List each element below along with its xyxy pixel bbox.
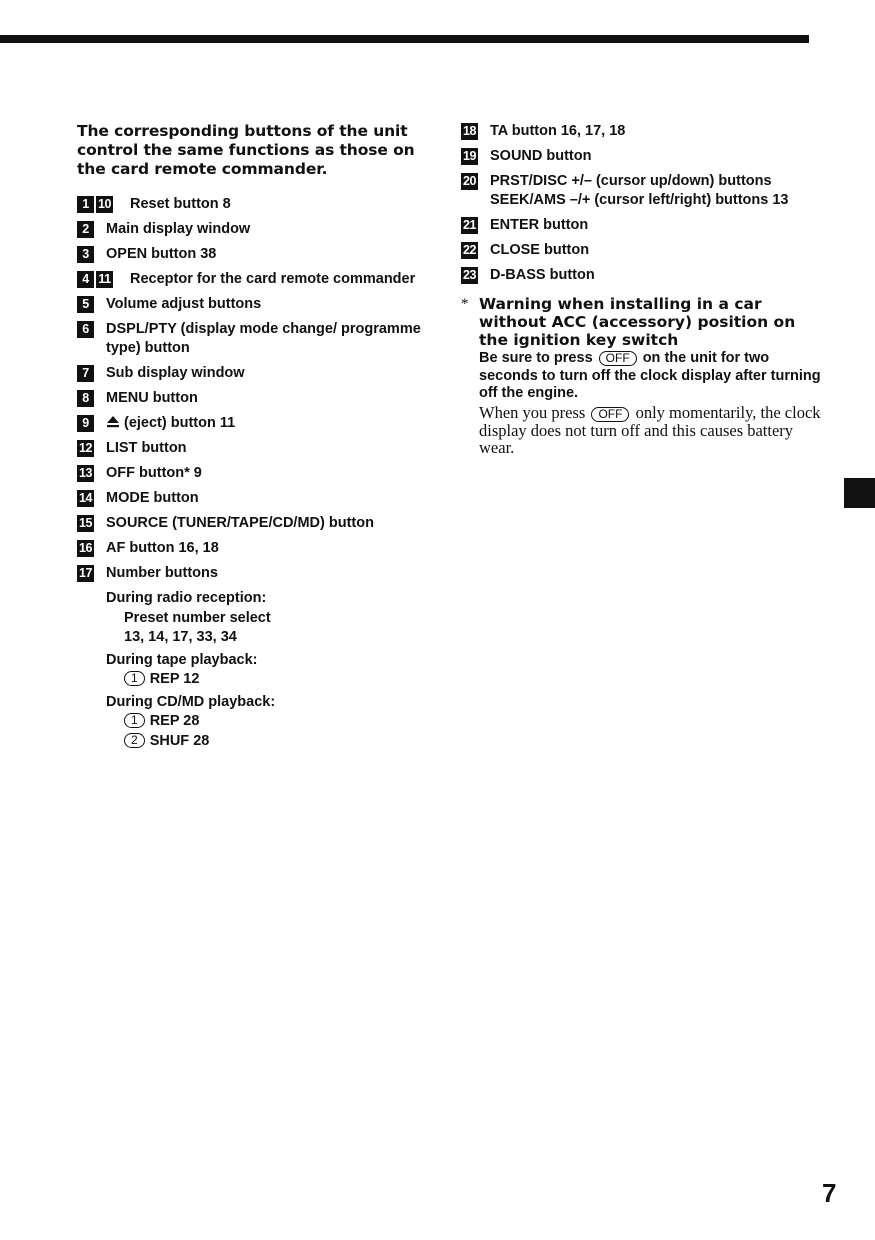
item-number-badges — [77, 465, 94, 482]
item-number-badge: 15 — [77, 515, 94, 532]
item-number-badge: 10 — [96, 196, 113, 213]
list-item — [77, 539, 427, 558]
item-label: Volume adjust buttons — [106, 296, 262, 312]
tape-playback-heading: During tape playback: — [106, 651, 258, 668]
cdmd-shuf-label: SHUF 28 — [149, 732, 210, 749]
item-number-badge: 14 — [77, 490, 94, 507]
warning-body — [479, 404, 821, 457]
left-column — [77, 122, 427, 751]
radio-reception-pages: 13, 14, 17, 33, 34 — [124, 629, 237, 645]
list-item — [77, 514, 427, 533]
item-number-badges — [77, 515, 94, 532]
list-item — [77, 464, 427, 483]
list-item — [461, 216, 821, 235]
item-number-badge: 22 — [461, 242, 478, 259]
item-number-badge: 1 — [77, 196, 94, 213]
item-label: Sub display window — [106, 365, 245, 381]
off-key-icon: OFF — [599, 351, 637, 366]
item-number-badge: 20 — [461, 173, 478, 190]
list-item — [461, 266, 821, 285]
right-parts-list — [461, 122, 821, 285]
item-number-badges — [77, 440, 94, 457]
item-label: SOUND button — [490, 148, 592, 164]
item-number-badge: 7 — [77, 365, 94, 382]
warning-title: Warning when installing in a car without ACC (accessory) position on the ignition key switch — [479, 295, 796, 349]
item-label: ENTER button — [490, 217, 589, 233]
list-item — [77, 195, 427, 214]
item-label: CLOSE button — [490, 242, 590, 258]
item-number-badge: 18 — [461, 123, 478, 140]
item-number-badges — [461, 173, 478, 190]
item-number-badges — [77, 321, 94, 338]
key-1-icon: 1 — [124, 671, 145, 686]
item-number-badges — [77, 415, 94, 432]
warning-instruction-post: on the unit for two seconds to turn off the clock display after turning off the engine. — [479, 350, 821, 401]
item-number-badge: 3 — [77, 246, 94, 263]
item-label: TA button 16, 17, 18 — [490, 123, 626, 139]
item-label: Reset button 8 — [130, 196, 231, 212]
intro-text: The corresponding buttons of the unit control the same functions as those on the card remote commander. — [77, 122, 415, 178]
item-label: SOURCE (TUNER/TAPE/CD/MD) button — [106, 515, 374, 531]
section-tab-marker — [844, 478, 875, 508]
item-number-badge: 9 — [77, 415, 94, 432]
list-item — [461, 172, 821, 210]
item-number-badge: 4 — [77, 271, 94, 288]
radio-reception-line: Preset number select — [124, 609, 271, 626]
list-item — [77, 270, 427, 289]
cdmd-playback-heading: During CD/MD playback: — [106, 693, 276, 710]
list-item — [77, 439, 427, 458]
item-label: LIST button — [106, 440, 187, 456]
eject-icon — [106, 415, 120, 428]
item-number-badge: 16 — [77, 540, 94, 557]
item-number-badges — [77, 296, 94, 313]
list-item — [77, 295, 427, 314]
item-number-badges — [77, 246, 94, 263]
item-number-badges — [77, 365, 94, 382]
item-label: Main display window — [106, 221, 251, 237]
item-label: DSPL/PTY (display mode change/ programme type) button — [106, 321, 421, 356]
item-label: MENU button — [106, 390, 198, 406]
cdmd-rep-line — [77, 712, 427, 732]
item-number-badges — [77, 540, 94, 557]
key-2-icon: 2 — [124, 733, 145, 748]
item-number-badges — [461, 123, 478, 140]
list-item — [77, 389, 427, 408]
top-rule — [0, 35, 809, 43]
item-number-badge: 6 — [77, 321, 94, 338]
item-number-badges — [77, 271, 113, 288]
footnote-marker: * — [461, 296, 469, 312]
list-item — [461, 122, 821, 141]
left-parts-list — [77, 195, 427, 583]
item-number-badges — [461, 242, 478, 259]
cdmd-shuf-line — [77, 732, 427, 752]
item-label: D-BASS button — [490, 267, 595, 283]
list-item — [77, 564, 427, 583]
item-label: AF button 16, 18 — [106, 540, 219, 556]
cdmd-rep-label: REP 28 — [149, 713, 200, 729]
item-number-badges — [77, 390, 94, 407]
item-number-badge: 19 — [461, 148, 478, 165]
warning-instruction-pre: Be sure to press — [479, 350, 593, 366]
list-item — [77, 489, 427, 508]
item-number-badges — [461, 148, 478, 165]
item-number-badge: 2 — [77, 221, 94, 238]
item-label: OPEN button 38 — [106, 246, 217, 262]
tape-rep-line — [77, 670, 427, 690]
list-item — [77, 245, 427, 264]
item-number-badge: 12 — [77, 440, 94, 457]
right-column — [461, 122, 821, 457]
page-number: 7 — [822, 1178, 837, 1208]
list-item — [77, 414, 427, 433]
item-label: OFF button* 9 — [106, 465, 202, 481]
item-number-badge: 8 — [77, 390, 94, 407]
radio-reception-heading: During radio reception: — [106, 590, 267, 606]
list-item — [77, 364, 427, 383]
item-number-badges — [77, 196, 113, 213]
warning-instruction — [479, 350, 821, 403]
warning-body-post: only momentarily, the clock display does not turn off and this causes battery wear. — [479, 402, 821, 457]
warning-body-pre: When you press — [479, 402, 586, 422]
item-label: (eject) button 11 — [124, 415, 236, 431]
item-label: Number buttons — [106, 565, 218, 581]
item-number-badges — [461, 267, 478, 284]
item-number-badge: 13 — [77, 465, 94, 482]
key-1-icon: 1 — [124, 713, 145, 728]
item-label: PRST/DISC +/– (cursor up/down) buttons SEEK/AMS –/+ (cursor left/right) buttons 13 — [490, 173, 789, 208]
item-number-badge: 11 — [96, 271, 113, 288]
list-item — [77, 220, 427, 239]
item-number-badges — [77, 565, 94, 582]
item-number-badge: 17 — [77, 565, 94, 582]
tape-rep-label: REP 12 — [149, 671, 200, 687]
list-item — [77, 320, 427, 358]
item-label: MODE button — [106, 490, 199, 506]
item-number-badges — [77, 221, 94, 238]
item-label: Receptor for the card remote commander — [130, 271, 416, 287]
list-item — [461, 241, 821, 260]
item-number-badge: 5 — [77, 296, 94, 313]
item-number-badge: 21 — [461, 217, 478, 234]
off-key-icon: OFF — [591, 407, 629, 422]
item-number-badges — [77, 490, 94, 507]
list-item — [461, 147, 821, 166]
warning-note — [461, 295, 821, 457]
item-number-badge: 23 — [461, 267, 478, 284]
item-number-badges — [461, 217, 478, 234]
